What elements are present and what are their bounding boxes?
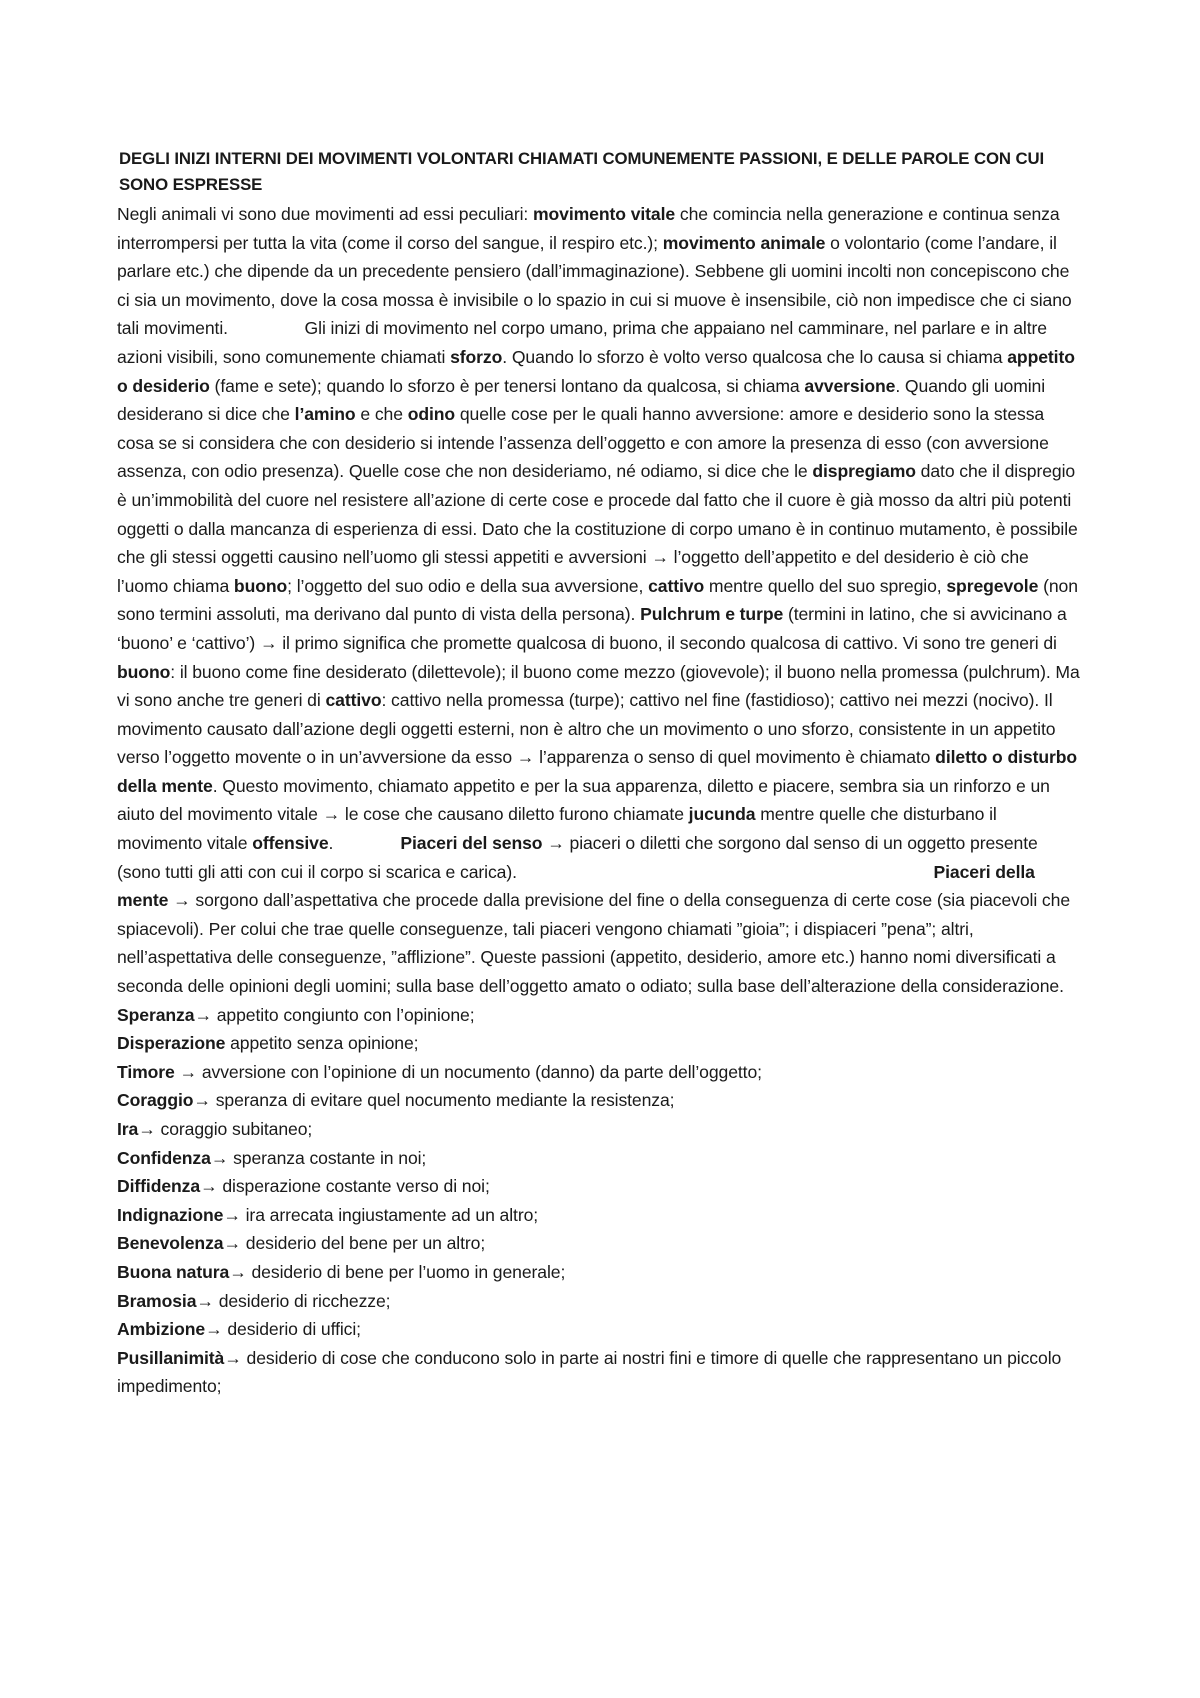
text-run: : cattivo nella promessa (turpe); cattivo nel fine (fastidioso); cattivo nei mezzi (nocivo). Il movimento causato dall’azione degli oggetti esterni, non è altro che un movimento o uno sforzo, consistente in un appetito verso l’oggetto movente o in un’avversione da esso → l’apparenza o senso di quel movimento è chiamato (117, 690, 1061, 768)
bold-term: movimento vitale (532, 204, 676, 224)
text-run: → sorgono dall’aspettativa che procede dalla previsione del fine o della conseguenza di certe cose (sia piacevoli che spiacevoli). Per colui che trae quelle conseguenze, tali piaceri vengono chiamati ”gioia”; i dispiaceri ”pena”; altri, nell’aspettativa delle conseguenze, ”afflizione”. Queste passioni (appetito, desiderio, amore etc.) hanno nomi diversificati a seconda delle opinioni degli uomini; sulla base dell’oggetto amato o odiato; sulla base dell’alterazione della considerazione. (117, 890, 1075, 997)
definition-item (117, 1086, 1083, 1115)
definition-list (117, 1001, 1083, 1401)
bold-term: cattivo (325, 690, 382, 711)
text-run: dato che il dispregio è un’immobilità del cuore nel resistere all’azione di certe cose e procede dal fatto che il cuore è già mosso da altri più potenti oggetti o dalla mancanza di esperienza di essi. Dato che la costituzione di corpo umano è in continuo mutamento, è possibile che gli stessi oggetti causino nell’uomo gli stessi appetiti e avversioni → l’oggetto dell’appetito e del desiderio è ciò che l’uomo chiama (117, 461, 1083, 596)
definition-text: speranza costante in noi; (233, 1147, 427, 1168)
bold-term: appetito o desiderio (117, 346, 1080, 396)
definition-text: avversione con l’opinione di un nocumento (danno) da parte dell’oggetto; (201, 1061, 762, 1082)
definition-item (117, 1287, 1083, 1316)
definition-item (117, 1058, 1083, 1087)
bold-term: spregevole (946, 575, 1039, 596)
document-title: DEGLI INIZI INTERNI DEI MOVIMENTI VOLONTARI CHIAMATI COMUNEMENTE PASSIONI, E DELLE PAROLE CON CUI SONO ESPRESSE (119, 149, 1045, 194)
text-run: e che (355, 404, 408, 425)
bold-term: cattivo (648, 575, 705, 596)
text-run: (termini in latino, che si avvicinano a ‘buono’ e ‘cattivo’) → il primo significa che promette qualcosa di buono, il secondo qualcosa di cattivo. Vi sono tre generi di (117, 604, 1072, 653)
definition-item (117, 1258, 1083, 1287)
definition-term: Coraggio (117, 1090, 194, 1111)
text-run: Negli animali vi sono due movimenti ad essi peculiari: (117, 204, 533, 224)
text-run: . (328, 833, 401, 854)
bold-term: Piaceri del senso (400, 833, 543, 854)
bold-term: avversione (804, 375, 896, 396)
arrow-separator: → (174, 1061, 202, 1082)
text-run: → piaceri o diletti che sorgono dal senso di un oggetto presente (sono tutti gli atti con cui il corpo si scarica e carica). (117, 833, 1043, 882)
definition-item (117, 1029, 1083, 1058)
definition-text: desiderio di cose che conducono solo in parte ai nostri fini e timore di quelle che rappresentano un piccolo impedimento; (117, 1347, 1062, 1397)
arrow-separator: → (224, 1347, 247, 1368)
definition-term: Indignazione (117, 1204, 224, 1225)
definition-term: Benevolenza (117, 1233, 224, 1254)
definition-item (117, 1115, 1083, 1144)
bold-term: buono (117, 661, 171, 682)
paragraph (117, 200, 1083, 1001)
text-run: . Questo movimento, chiamato appetito e per la sua apparenza, diletto e piacere, sembra sia un rinforzo e un aiuto del movimento vitale → le cose che causano diletto furono chiamate (117, 775, 1055, 825)
bold-term: Piaceri della mente (117, 861, 1040, 911)
arrow-separator: → (194, 1004, 217, 1025)
definition-item (117, 1144, 1083, 1173)
arrow-separator: → (196, 1290, 219, 1311)
definition-text: desiderio di uffici; (227, 1319, 361, 1340)
definition-text: disperazione costante verso di noi; (222, 1176, 490, 1197)
text-run: ; l’oggetto del suo odio e della sua avversione, (287, 575, 649, 596)
bold-term: dispregiamo (812, 461, 916, 482)
bold-term: odino (407, 404, 456, 425)
definition-term: Confidenza (117, 1147, 211, 1168)
definition-text: desiderio del bene per un altro; (245, 1233, 486, 1254)
definition-item (117, 1315, 1083, 1344)
body-text (117, 200, 1083, 1001)
document-page (117, 146, 1083, 1401)
text-run: . Quando lo sforzo è volto verso qualcosa che lo causa si chiama (502, 346, 1008, 367)
definition-term: Buona natura (117, 1261, 230, 1282)
text-run: o volontario (come l’andare, il parlare etc.) che dipende da un precedente pensiero (dall’immaginazione). Sebbene gli uomini incolti non concepiscono che ci sia un movimento, dove la cosa mossa è invisibile o lo spazio in cui si muove è insensibile, ciò non impedisce che ci siano tali movimenti. Gli inizi di movimento nel corpo umano, prima che appaiano nel camminare, nel parlare e in altre azioni visibili, sono comunemente chiamati (117, 232, 1077, 367)
bold-term: l’amino (294, 404, 356, 425)
text-run: quelle cose per le quali hanno avversione: amore e desiderio sono la stessa cosa se si considera che con desiderio si intende l’assenza dell’oggetto e con amore la presenza di esso (con avversione assenza, con odio presenza). Quelle cose che non desideriamo, né odiamo, si dice che le (117, 404, 1054, 482)
bold-term: buono (233, 575, 288, 596)
bold-term: diletto o disturbo della mente (117, 747, 1082, 796)
definition-text: appetito congiunto con l’opinione; (216, 1004, 475, 1025)
arrow-separator: → (210, 1147, 234, 1168)
definition-term: Speranza (117, 1004, 195, 1025)
bold-term: sforzo (450, 346, 503, 367)
definition-term: Bramosia (117, 1290, 197, 1311)
bold-term: offensive (252, 833, 329, 854)
text-run: (fame e sete); quando lo sforzo è per tenersi lontano da qualcosa, si chiama (209, 375, 805, 396)
definition-text: ira arrecata ingiustamente ad un altro; (245, 1204, 539, 1225)
definition-item (117, 1201, 1083, 1230)
definition-term: Timore (117, 1061, 175, 1082)
text-run: (non sono termini assoluti, ma derivano dal punto di vista della persona). (117, 575, 1083, 625)
definition-text: appetito senza opinione; (230, 1033, 419, 1054)
definition-item (117, 1344, 1083, 1401)
arrow-separator: → (229, 1261, 252, 1282)
definition-term: Ira (117, 1119, 139, 1139)
text-run: : il buono come fine desiderato (dilettevole); il buono come mezzo (giovevole); il buono nella promessa (pulchrum). Ma vi sono anche tre generi di (117, 661, 1085, 711)
definition-term: Disperazione (117, 1033, 226, 1054)
text-run: mentre quelle che disturbano il movimento vitale (117, 804, 1002, 854)
text-run: mentre quello del suo spregio, (704, 575, 947, 596)
bold-term: jucunda (688, 804, 756, 825)
definition-text: speranza di evitare quel nocumento mediante la resistenza; (215, 1090, 675, 1111)
arrow-separator: → (205, 1319, 228, 1340)
text-run: . Quando gli uomini desiderano si dice che (117, 375, 1050, 425)
text-run: che comincia nella generazione e continua senza interrompersi per tutta la vita (come il corso del sangue, il respiro etc.); (117, 204, 1065, 253)
arrow-separator: → (138, 1119, 161, 1139)
definition-term: Diffidenza (117, 1176, 201, 1197)
definition-term: Pusillanimità (117, 1347, 225, 1368)
bold-term: movimento animale (662, 232, 826, 253)
arrow-separator: → (193, 1090, 216, 1111)
arrow-separator: → (200, 1176, 223, 1197)
definition-item (117, 1172, 1083, 1201)
definition-text: desiderio di bene per l’uomo in generale; (251, 1261, 566, 1282)
definition-term: Ambizione (117, 1319, 206, 1340)
definition-item (117, 1229, 1083, 1258)
definition-text: coraggio subitaneo; (160, 1119, 313, 1139)
definition-item (117, 1001, 1083, 1030)
bold-term: Pulchrum e turpe (640, 604, 784, 625)
arrow-separator: → (223, 1204, 246, 1225)
arrow-separator: → (223, 1233, 246, 1254)
definition-text: desiderio di ricchezze; (218, 1290, 391, 1311)
